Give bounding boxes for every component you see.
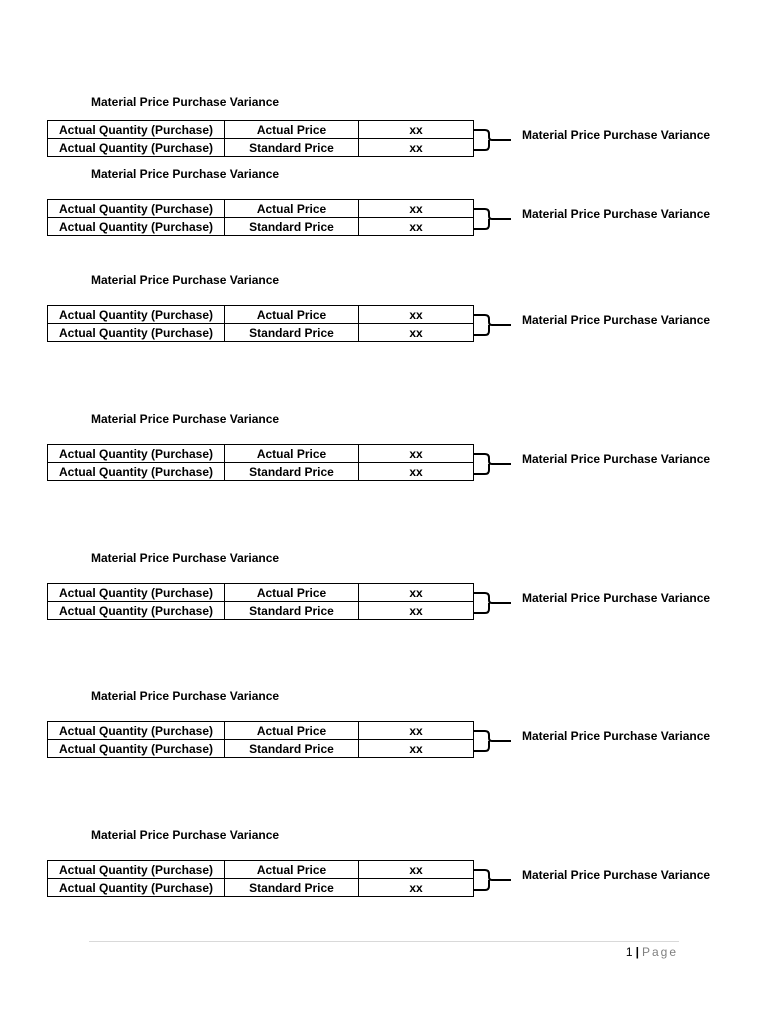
table-cell: Actual Quantity (Purchase) bbox=[48, 861, 225, 879]
bracket-icon bbox=[473, 587, 513, 617]
variance-table bbox=[47, 199, 474, 236]
page-separator: | bbox=[635, 945, 639, 959]
table-cell: Actual Price bbox=[225, 861, 359, 879]
bracket-icon bbox=[473, 725, 513, 755]
variance-block bbox=[0, 551, 768, 623]
result-label: Material Price Purchase Variance bbox=[522, 207, 711, 221]
block-title: Material Price Purchase Variance bbox=[91, 828, 280, 842]
variance-table bbox=[47, 305, 474, 342]
variance-table bbox=[47, 860, 474, 897]
bracket-icon bbox=[473, 309, 513, 339]
table-cell: Actual Quantity (Purchase) bbox=[48, 584, 225, 602]
block-title: Material Price Purchase Variance bbox=[91, 689, 280, 703]
variance-table bbox=[47, 583, 474, 620]
block-title: Material Price Purchase Variance bbox=[91, 167, 280, 181]
page-number: 1 bbox=[625, 945, 633, 959]
variance-block bbox=[0, 689, 768, 761]
table-cell: Actual Price bbox=[225, 200, 359, 218]
table-cell: Standard Price bbox=[225, 740, 359, 758]
table-row bbox=[48, 861, 474, 879]
variance-block bbox=[0, 167, 768, 239]
table-cell: Actual Quantity (Purchase) bbox=[48, 740, 225, 758]
table-row bbox=[48, 121, 474, 139]
table-cell: Actual Quantity (Purchase) bbox=[48, 324, 225, 342]
variance-block bbox=[0, 273, 768, 345]
table-row bbox=[48, 445, 474, 463]
table-cell: Actual Quantity (Purchase) bbox=[48, 121, 225, 139]
table-cell: xx bbox=[359, 861, 474, 879]
table-cell: Actual Price bbox=[225, 445, 359, 463]
table-cell: Actual Price bbox=[225, 722, 359, 740]
table-row bbox=[48, 306, 474, 324]
table-cell: xx bbox=[359, 722, 474, 740]
variance-table bbox=[47, 721, 474, 758]
result-label: Material Price Purchase Variance bbox=[522, 313, 711, 327]
table-cell: Actual Quantity (Purchase) bbox=[48, 463, 225, 481]
table-cell: xx bbox=[359, 324, 474, 342]
table-row bbox=[48, 200, 474, 218]
result-label: Material Price Purchase Variance bbox=[522, 128, 711, 142]
bracket-icon bbox=[473, 864, 513, 894]
table-cell: Standard Price bbox=[225, 218, 359, 236]
table-cell: Actual Quantity (Purchase) bbox=[48, 218, 225, 236]
table-row bbox=[48, 139, 474, 157]
table-cell: xx bbox=[359, 584, 474, 602]
table-cell: xx bbox=[359, 121, 474, 139]
table-cell: xx bbox=[359, 463, 474, 481]
table-row bbox=[48, 602, 474, 620]
table-row bbox=[48, 324, 474, 342]
table-cell: xx bbox=[359, 879, 474, 897]
block-title: Material Price Purchase Variance bbox=[91, 273, 280, 287]
variance-table bbox=[47, 444, 474, 481]
table-cell: xx bbox=[359, 740, 474, 758]
table-cell: Actual Quantity (Purchase) bbox=[48, 879, 225, 897]
table-row bbox=[48, 879, 474, 897]
table-cell: xx bbox=[359, 139, 474, 157]
table-cell: Standard Price bbox=[225, 879, 359, 897]
block-title: Material Price Purchase Variance bbox=[91, 551, 280, 565]
block-title: Material Price Purchase Variance bbox=[91, 412, 280, 426]
table-cell: Actual Quantity (Purchase) bbox=[48, 139, 225, 157]
footer-divider bbox=[89, 941, 679, 942]
bracket-icon bbox=[473, 448, 513, 478]
table-cell: xx bbox=[359, 445, 474, 463]
table-row bbox=[48, 218, 474, 236]
table-cell: xx bbox=[359, 218, 474, 236]
table-cell: Actual Quantity (Purchase) bbox=[48, 722, 225, 740]
table-cell: Actual Quantity (Purchase) bbox=[48, 445, 225, 463]
table-row bbox=[48, 722, 474, 740]
page-word: Page bbox=[641, 945, 678, 959]
variance-block bbox=[0, 412, 768, 484]
block-title: Material Price Purchase Variance bbox=[91, 95, 280, 109]
variance-table bbox=[47, 120, 474, 157]
table-cell: Actual Price bbox=[225, 121, 359, 139]
variance-block bbox=[0, 828, 768, 900]
result-label: Material Price Purchase Variance bbox=[522, 868, 711, 882]
table-cell: Actual Quantity (Purchase) bbox=[48, 200, 225, 218]
table-cell: Standard Price bbox=[225, 139, 359, 157]
table-row bbox=[48, 584, 474, 602]
table-cell: Standard Price bbox=[225, 324, 359, 342]
variance-block bbox=[0, 95, 768, 167]
table-cell: xx bbox=[359, 306, 474, 324]
table-cell: Standard Price bbox=[225, 463, 359, 481]
table-cell: Actual Quantity (Purchase) bbox=[48, 306, 225, 324]
page-footer bbox=[626, 945, 678, 959]
result-label: Material Price Purchase Variance bbox=[522, 729, 711, 743]
result-label: Material Price Purchase Variance bbox=[522, 452, 711, 466]
table-row bbox=[48, 463, 474, 481]
bracket-icon bbox=[473, 203, 513, 233]
result-label: Material Price Purchase Variance bbox=[522, 591, 711, 605]
table-cell: Actual Price bbox=[225, 584, 359, 602]
table-row bbox=[48, 740, 474, 758]
table-cell: Actual Price bbox=[225, 306, 359, 324]
table-cell: Actual Quantity (Purchase) bbox=[48, 602, 225, 620]
table-cell: Standard Price bbox=[225, 602, 359, 620]
table-cell: xx bbox=[359, 200, 474, 218]
table-cell: xx bbox=[359, 602, 474, 620]
bracket-icon bbox=[473, 124, 513, 154]
